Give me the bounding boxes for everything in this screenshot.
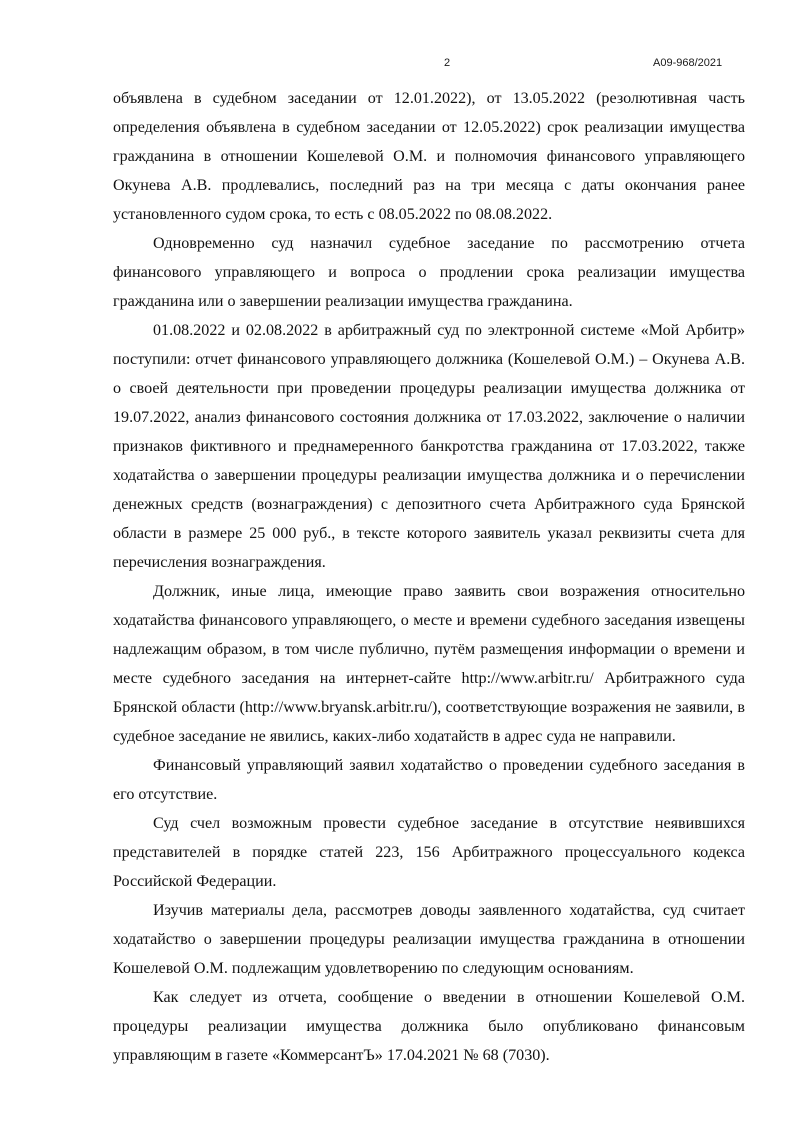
case-number: А09-968/2021 bbox=[653, 57, 723, 69]
page-header bbox=[0, 57, 800, 73]
page-number: 2 bbox=[444, 57, 451, 69]
paragraph-hearing-in-absence: Суд счел возможным провести судебное заседание в отсутствие неявившихся представителей в порядке статей 223, 156 Арбитражного процессуального кодекса Российской Федерации. bbox=[113, 815, 745, 890]
paragraph-continuation: объявлена в судебном заседании от 12.01.2022), от 13.05.2022 (резолютивная часть определения объявлена в судебном заседании от 12.05.2022) срок реализации имущества гражданина в отношении Кошелевой О.М. и полномочия финансового управляющего Окунева А.В. продлевались, последний раз на три месяца с даты окончания ранее установленного судом срока, то есть с 08.05.2022 по 08.08.2022. bbox=[113, 90, 745, 223]
paragraph-court-conclusion: Изучив материалы дела, рассмотрев доводы заявленного ходатайства, суд считает ходатайство о завершении процедуры реализации имущества гражданина в отношении Кошелевой О.М. подлежащим удовлетворению по следующим основаниям. bbox=[113, 902, 745, 977]
paragraph-parties-notified: Должник, иные лица, имеющие право заявить свои возражения относительно ходатайства финансового управляющего, о месте и времени судебного заседания извещены надлежащим образом, в том числе публично, путём размещения информации о времени и месте судебного заседания на интернет-сайте http://www.arbitr.ru/ Арбитражного суда Брянской области (http://www.bryansk.arbitr.ru/), соответствующие возражения не заявили, в судебное заседание не явились, каких-либо ходатайств в адрес суда не направили. bbox=[113, 583, 745, 745]
paragraph-documents-received: 01.08.2022 и 02.08.2022 в арбитражный суд по электронной системе «Мой Арбитр» поступили: отчет финансового управляющего должника (Кошелевой О.М.) – Окунева А.В. о своей деятельности при проведении процедуры реализации имущества должника от 19.07.2022, анализ финансового состояния должника от 17.03.2022, заключение о наличии признаков фиктивного и преднамеренного банкротства гражданина от 17.03.2022, также ходатайства о завершении процедуры реализации имущества должника и о перечислении денежных средств (вознаграждения) с депозитного счета Арбитражного суда Брянской области в размере 25 000 руб., в тексте которого заявитель указал реквизиты счета для перечисления вознаграждения. bbox=[113, 322, 745, 571]
paragraph-manager-request: Финансовый управляющий заявил ходатайство о проведении судебного заседания в его отсутствие. bbox=[113, 757, 745, 803]
document-body bbox=[113, 84, 745, 1070]
paragraph-publication: Как следует из отчета, сообщение о введении в отношении Кошелевой О.М. процедуры реализации имущества должника было опубликовано финансовым управляющим в газете «КоммерсантЪ» 17.04.2021 № 68 (7030). bbox=[113, 989, 745, 1064]
paragraph-hearing-scheduled: Одновременно суд назначил судебное заседание по рассмотрению отчета финансового управляющего и вопроса о продлении срока реализации имущества гражданина или о завершении реализации имущества гражданина. bbox=[113, 235, 745, 310]
